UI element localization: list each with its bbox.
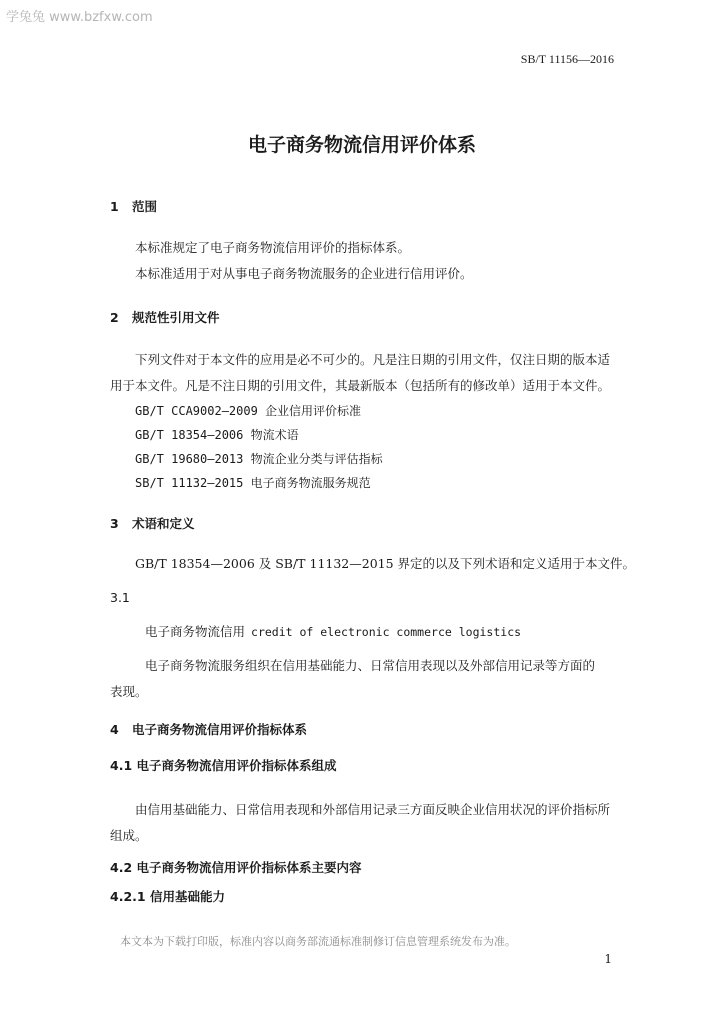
footer-note: 本文本为下载打印版，标准内容以商务部流通标准制修订信息管理系统发布为准。 — [120, 935, 516, 948]
document-title: 电子商务物流信用评价体系 — [247, 134, 476, 156]
term-entry — [145, 622, 521, 640]
subsection-4-1-heading: 4.1 电子商务物流信用评价指标体系组成 — [110, 758, 337, 773]
reference-item: GB/T 19680—2013 物流企业分类与评估指标 — [135, 452, 383, 466]
standard-number: SB/T 11156—2016 — [520, 52, 614, 66]
section-number: 4 — [110, 722, 119, 737]
subsection-4-2-heading: 4.2 电子商务物流信用评价指标体系主要内容 — [110, 860, 362, 875]
section-3-heading — [110, 514, 195, 532]
paragraph: 组成。 — [110, 828, 148, 843]
paragraph: 本标准适用于对从事电子商务物流服务的企业进行信用评价。 — [135, 266, 473, 281]
section-title: 规范性引用文件 — [132, 310, 220, 325]
term-chinese: 电子商务物流信用 — [145, 624, 246, 639]
paragraph: 由信用基础能力、日常信用表现和外部信用记录三方面反映企业信用状况的评价指标所 — [135, 802, 611, 817]
section-4-heading — [110, 720, 307, 738]
paragraph: 用于本文件。凡是不注日期的引用文件，其最新版本（包括所有的修改单）适用于本文件。 — [110, 378, 611, 393]
section-1-heading — [110, 197, 157, 215]
section-number: 1 — [110, 199, 119, 214]
reference-item: GB/T 18354—2006 物流术语 — [135, 428, 299, 442]
site-watermark: 学兔兔 www.bzfxw.com — [6, 10, 153, 25]
reference-item: GB/T CCA9002—2009 企业信用评价标准 — [135, 404, 362, 418]
subsection-4-2-1-heading: 4.2.1 信用基础能力 — [110, 889, 225, 904]
term-english: credit of electronic commerce logistics — [251, 625, 522, 639]
section-number: 2 — [110, 310, 119, 325]
paragraph: GB/T 18354—2006 及 SB/T 11132—2015 界定的以及下列术语和定义适用于本文件。 — [135, 556, 636, 571]
definition: 电子商务物流服务组织在信用基础能力、日常信用表现以及外部信用记录等方面的 — [145, 658, 596, 673]
reference-item: SB/T 11132—2015 电子商务物流服务规范 — [135, 476, 371, 490]
paragraph: 本标准规定了电子商务物流信用评价的指标体系。 — [135, 240, 411, 255]
section-title: 电子商务物流信用评价指标体系 — [132, 722, 308, 737]
section-title: 术语和定义 — [132, 516, 195, 531]
definition: 表现。 — [110, 684, 148, 699]
page-number: 1 — [604, 952, 612, 966]
section-number: 3 — [110, 516, 119, 531]
section-title: 范围 — [132, 199, 158, 214]
subsection-number: 3.1 — [110, 590, 130, 605]
paragraph: 下列文件对于本文件的应用是必不可少的。凡是注日期的引用文件，仅注日期的版本适 — [135, 352, 611, 367]
section-2-heading — [110, 308, 220, 326]
